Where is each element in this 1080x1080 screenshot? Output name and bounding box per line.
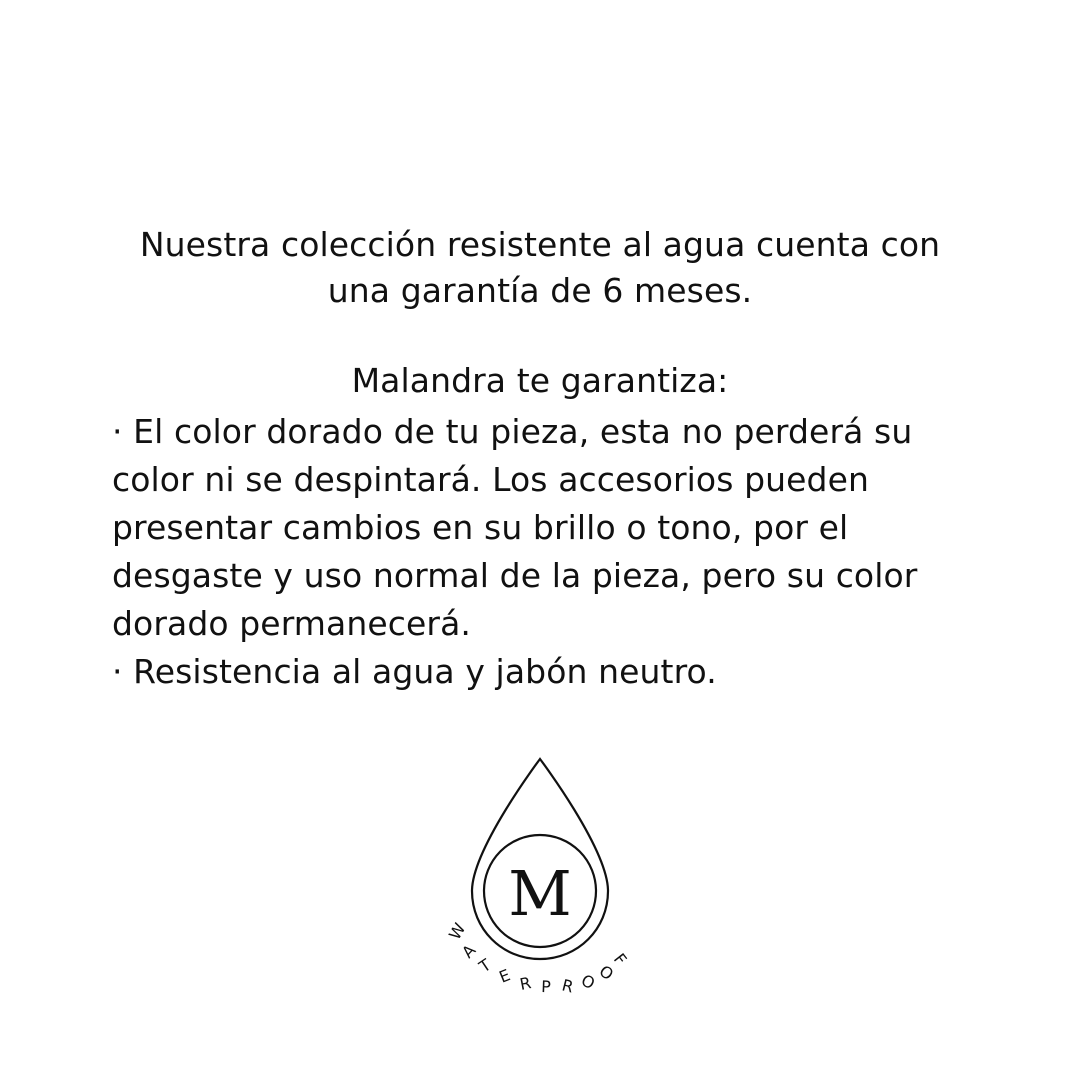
curved-letter: F (609, 949, 632, 970)
guarantee-list (112, 408, 968, 696)
warranty-intro-text: Nuestra colección resistente al agua cuenta con una garantía de 6 meses. (139, 225, 941, 310)
list-item: · El color dorado de tu pieza, esta no perderá su color ni se despintará. Los accesorios pueden presentar cambios en su brillo o tono, por el desgaste y uso normal de la pieza, pero su color dorado permanecerá. (112, 412, 918, 643)
curved-letter: R (518, 972, 534, 994)
guarantee-heading: Malandra te garantiza: (351, 361, 729, 400)
curved-letter: A (458, 940, 481, 962)
curved-letter: O (595, 961, 619, 985)
waterproof-logo (410, 745, 670, 1005)
curved-letter: O (578, 970, 599, 994)
curved-letter: E (496, 964, 514, 987)
curved-letter: W (445, 918, 470, 943)
list-item: · Resistencia al agua y jabón neutro. (112, 652, 717, 691)
curved-letter: T (475, 954, 496, 977)
curved-letter: R (560, 975, 577, 997)
text-spacer (112, 314, 968, 358)
text-block (112, 222, 968, 696)
curved-letter: P (540, 977, 553, 997)
curved-label (445, 919, 631, 997)
monogram-letter: M (508, 857, 572, 930)
